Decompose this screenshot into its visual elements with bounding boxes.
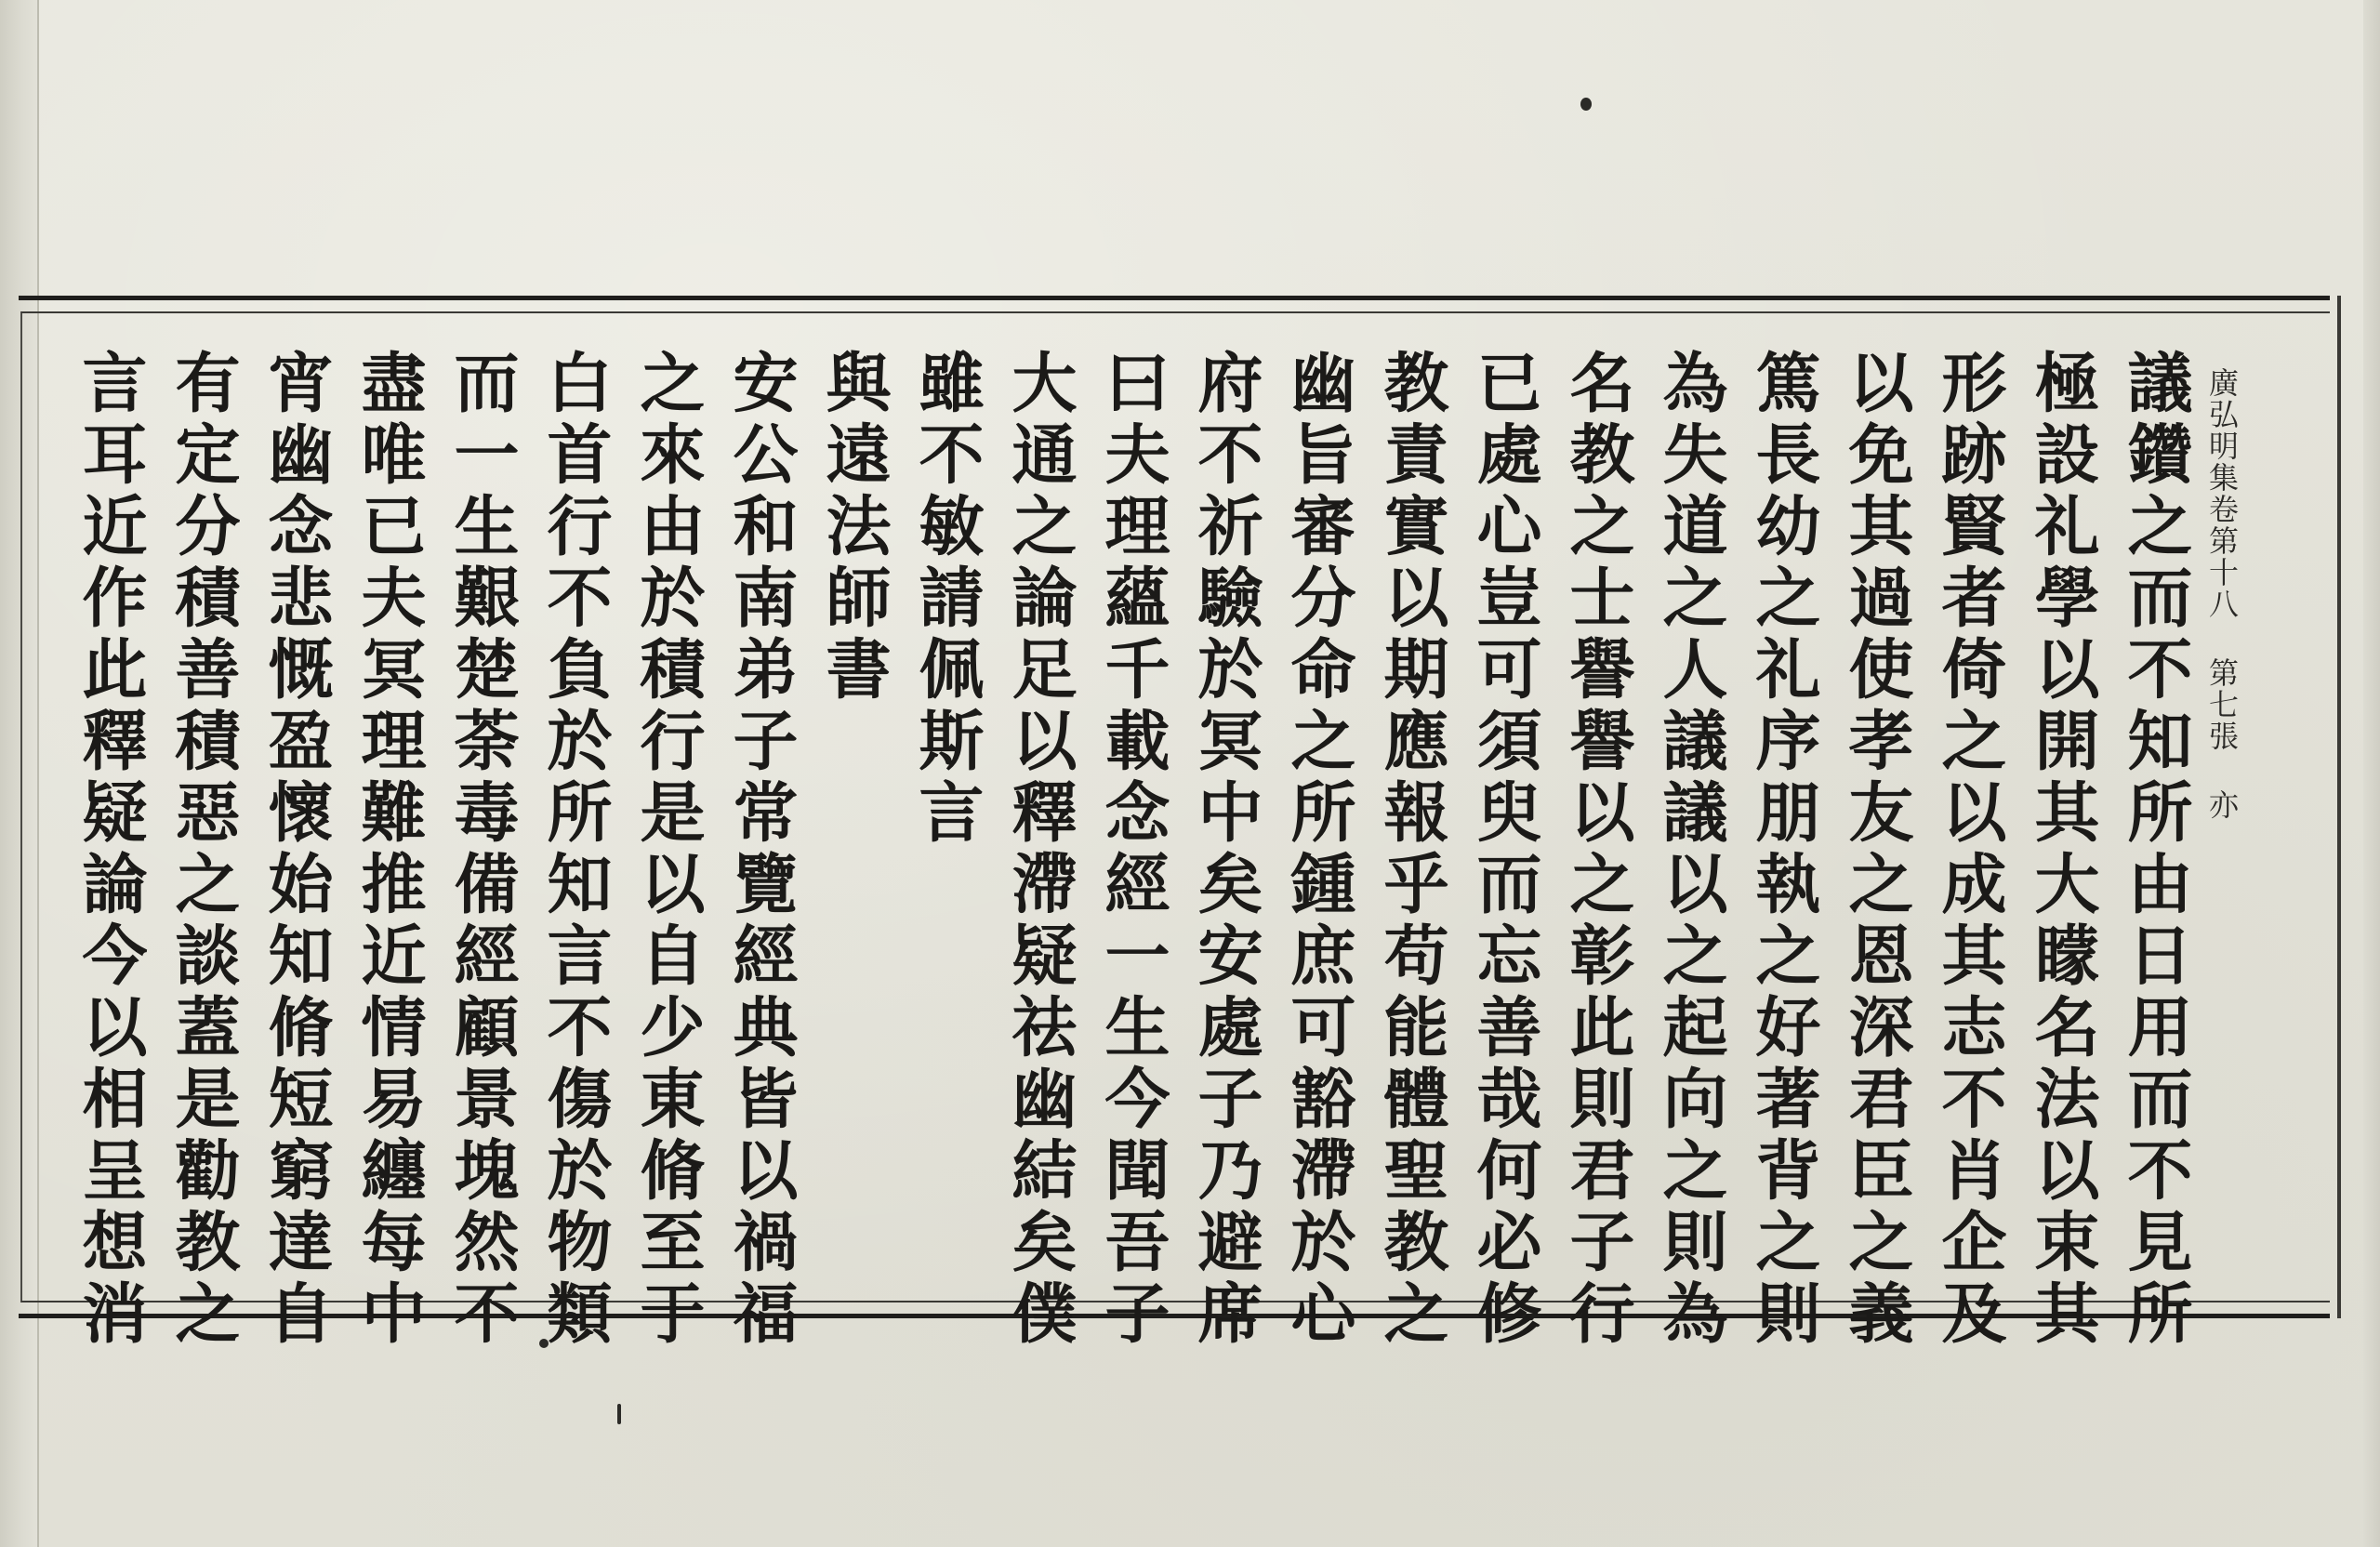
text-column: 而一生艱楚荼毒備經顧景塊然不	[443, 349, 521, 1351]
text-column: 極設礼學以開其大矇名法以束其	[2024, 349, 2101, 1351]
text-column: 大通之論足以釋滯疑祛幽結矣僕	[1001, 349, 1078, 1351]
margin-note: 廣弘明集卷第十八 第七張 亦	[2204, 367, 2240, 821]
text-column: 教責實以期應報乎苟能體聖教之	[1373, 349, 1450, 1351]
text-column: 白首行不負於所知言不傷於物類	[536, 349, 614, 1351]
text-column: 府不祈驗於冥中矣安處子乃避席	[1187, 349, 1264, 1351]
text-column: 名教之士譽譽以之彰此則君子行	[1559, 349, 1636, 1351]
text-column: 以免其過使孝友之恩深君臣之義	[1838, 349, 1915, 1351]
text-column: 盡唯已夫冥理難推近情易纏每中	[350, 349, 428, 1351]
text-column: 曰夫理蘊千載念經一生今聞吾子	[1094, 349, 1171, 1351]
text-column: 篤長幼之礼序朋執之好著背之則	[1745, 349, 1822, 1351]
text-column: 安公和南弟子常覽經典皆以禍福	[722, 349, 800, 1351]
text-column: 為失道之人議議以之起向之則為	[1652, 349, 1729, 1351]
text-column: 議鑽之而不知所由日用而不見所	[2117, 349, 2194, 1351]
text-column: 已處心豈可須臾而忘善哉何必修	[1466, 349, 1543, 1351]
frame-right-edge	[2337, 296, 2341, 1318]
text-column: 形跡賢者倚之以成其志不肖企及	[1931, 349, 2008, 1351]
ink-speck	[1580, 98, 1592, 111]
text-column: 幽旨審分命之所鍾庶可豁滯於心	[1280, 349, 1357, 1351]
text-column: 言耳近作此釋疑論今以相呈想消	[72, 349, 149, 1351]
page-edge	[2363, 0, 2380, 1547]
text-column: 之來由於積行是以自少東脩至于	[629, 349, 707, 1351]
section-heading: 與遠法師書	[815, 349, 892, 707]
text-column: 雖不敏請佩斯言	[908, 349, 985, 850]
text-column: 宵幽念悲慨盈懷始知脩短窮達自	[258, 349, 335, 1351]
text-column: 有定分積善積惡之談蓋是勸教之	[165, 349, 242, 1351]
ink-speck	[617, 1404, 621, 1424]
